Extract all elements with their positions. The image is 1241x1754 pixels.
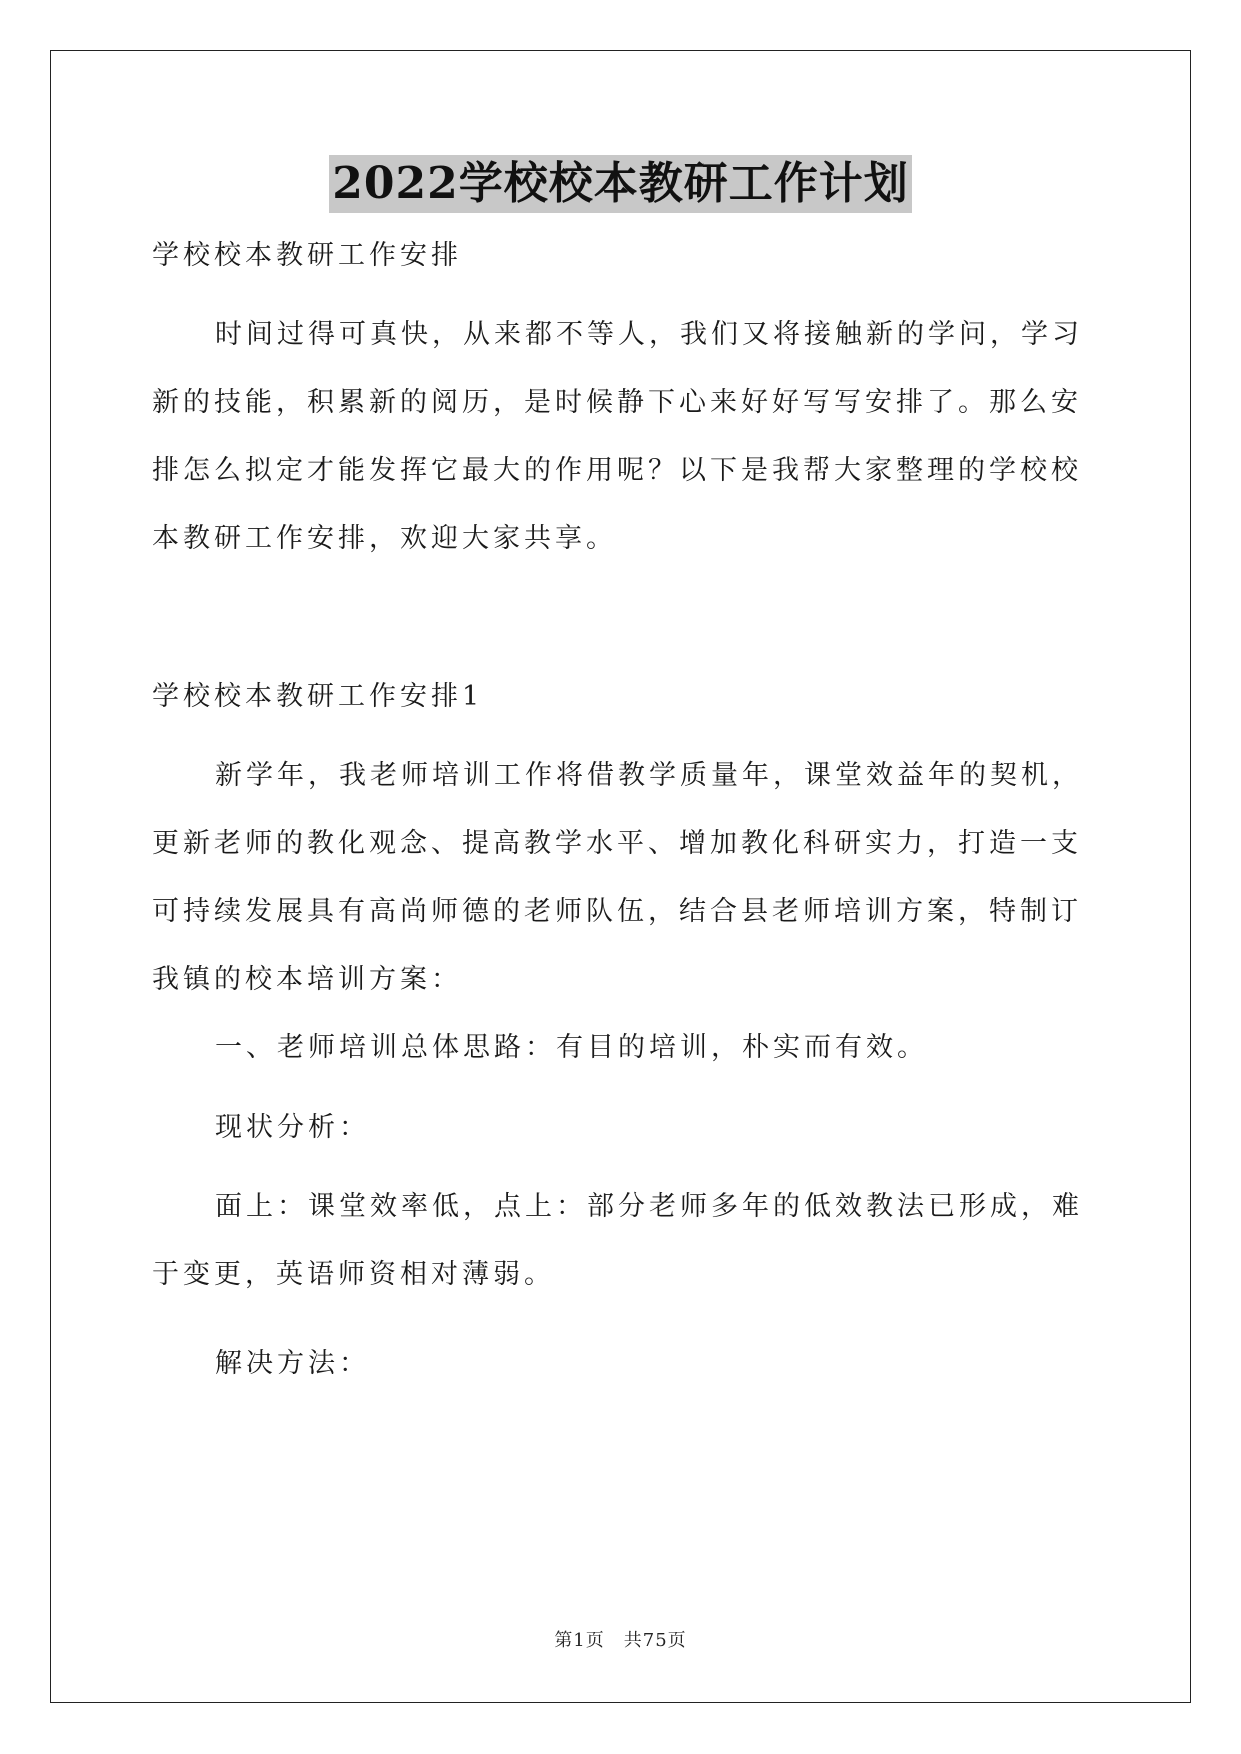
paragraph-line: 我镇的校本培训方案：	[152, 964, 462, 995]
paragraph-line: 可持续发展具有高尚师德的老师队伍，结合县老师培训方案，特制订	[152, 896, 1082, 927]
heading-text: 学校校本教研工作安排	[152, 240, 462, 271]
paragraph-line: 本教研工作安排，欢迎大家共享。	[152, 523, 617, 554]
paragraph-line: 新学年，我老师培训工作将借教学质量年，课堂效益年的契机，	[215, 760, 1083, 791]
section-heading-main	[152, 222, 1092, 290]
paragraph-line: 排怎么拟定才能发挥它最大的作用呢？以下是我帮大家整理的学校校	[152, 455, 1082, 486]
intro-paragraph	[152, 301, 1092, 573]
paragraph-line: 现状分析：	[215, 1112, 370, 1143]
paragraph-1	[152, 742, 1092, 1014]
paragraph-5	[152, 1330, 1092, 1398]
paragraph-line: 解决方法：	[215, 1348, 370, 1379]
paragraph-3	[152, 1094, 1092, 1162]
paragraph-line: 面上：课堂效率低，点上：部分老师多年的低效教法已形成，难	[215, 1191, 1083, 1222]
paragraph-line: 一、老师培训总体思路：有目的培训，朴实而有效。	[215, 1032, 928, 1063]
document-title: 2022学校校本教研工作计划	[329, 155, 911, 213]
paragraph-2	[152, 1014, 1092, 1082]
paragraph-line: 时间过得可真快，从来都不等人，我们又将接触新的学问，学习	[215, 319, 1083, 350]
paragraph-line: 于变更，英语师资相对薄弱。	[152, 1259, 555, 1290]
title-container	[0, 155, 1241, 213]
paragraph-line: 新的技能，积累新的阅历，是时候静下心来好好写写安排了。那么安	[152, 387, 1082, 418]
page-number-label: 第1页 共75页	[554, 1630, 687, 1651]
section-heading-1	[152, 663, 1092, 731]
page-footer	[0, 1626, 1241, 1652]
paragraph-4	[152, 1173, 1092, 1309]
paragraph-line: 更新老师的教化观念、提高教学水平、增加教化科研实力，打造一支	[152, 828, 1082, 859]
heading-text: 学校校本教研工作安排1	[152, 681, 484, 712]
